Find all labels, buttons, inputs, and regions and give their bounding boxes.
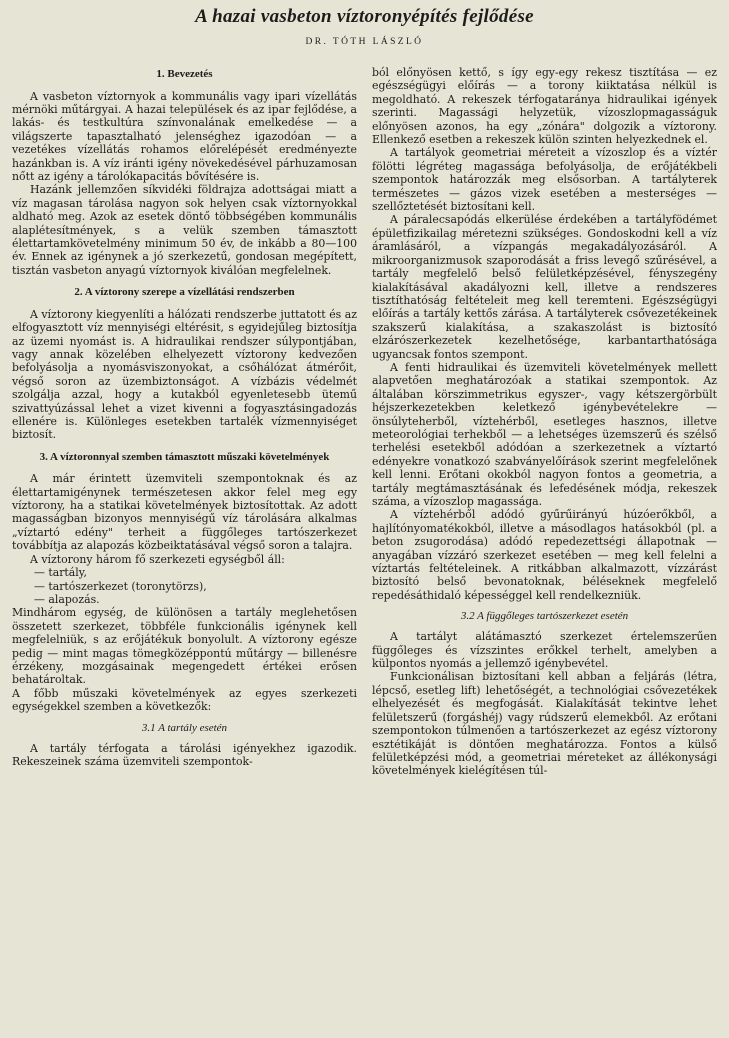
paragraph: A tartályok geometriai méreteit a vízoszlop és a víztér fölötti légréteg magassága befolyásolja, de erőjátékbeli szempontok határozzák meg elsősorban. A tartályterek természetes — gázos vizek esetében a mesterséges — szellőztetését biztosítani kell. <box>372 146 717 214</box>
paragraph: A páralecsapódás elkerülése érdekében a tartályfödémet épületfizikailag méretezni szükséges. Gondoskodni kell a víz áramlásáról, a vízpangás megakadályozásáról. A mikroorganizmusok szaporodását a friss levegő szűrésével, a tartály megfelelő belső felületképzésével, fényszegény kialakításával akadályozni kell, illetve a rendszeres tisztíthatóság feltételeit meg kell teremteni. Egészségügyi előírás a tartály kettős zárása. A tartályterek csővezetékeinek szakszerű kialakítása, a szakaszolást is biztosító elzárószerkezetek kezelhetősége, karbantarthatósága ugyancsak fontos szempont. <box>372 213 717 361</box>
section-heading-role: 2. A víztorony szerepe a vízellátási rendszerben <box>74 286 295 299</box>
section-heading-intro: 1. Bevezetés <box>156 68 213 80</box>
paragraph: A tartály térfogata a tárolási igényekhez igazodik. Rekeszeinek száma üzemviteli szempontok- <box>12 741 357 768</box>
paragraph: A víztehérből adódó gyűrűirányú húzóerőkből, a hajlítónyomatékokból, illetve a másodlagos hatásokból (pl. a beton zsugorodása) adódó repedezettségi állapotnak — anyagában vízzáró szerkezet esetében — meg kell felelni a víztartás feltételeinek. A ritkábban alkalmazott, vízzárást biztosító belső bevonatoknak, béléseknek megfelelő repedésáthidaló képességgel kell rendelkezniük. <box>372 508 717 602</box>
paragraph: Mindhárom egység, de különösen a tartály meglehetősen összetett szerkezet, többféle funkcionális igénynek kell megfelelniük, s az erőjátékuk bonyolult. A víztorony egésze pedig — mint magas tömegközéppontú műtárgy — billenésre érzékeny, mozgásainak megengedett értékei erősen behatároltak. <box>12 606 357 687</box>
article-title: A hazai vasbeton víztoronyépítés fejlődése <box>195 6 534 27</box>
paragraph: A víztorony három fő szerkezeti egységből áll: <box>30 552 285 566</box>
paragraph: Funkcionálisan biztosítani kell abban a feljárás (létra, lépcső, esetleg lift) lehetőségét, a technológiai csővezetékek elhelyezését és megfogását. Kialakítását tekintve lehet felületszerű (forgáshéj) vagy rúdszerű elemekből. Az erőtani szempontokon túlmenően a tartószerkezet az egész víztorony esztétikáját is döntően meghatározza. Fontos a külső felületképzési mód, a geometriai méreteket az állékonysági követelmények kielégítésen túl- <box>372 670 717 778</box>
list-item: — tartószerkezet (toronytörzs), <box>34 580 357 593</box>
author-line: DR. TÓTH LÁSZLÓ <box>305 37 424 47</box>
paragraph: Hazánk jellemzően síkvidéki földrajza adottságai miatt a víz magasan tárolása nagyon sok helyen csak víztornyokkal aldható meg. Azok az esetek döntő többségében kommunális alaplétesítmények, s a velük szemben támasztott élettartamkövetelmény minimum 50 év, de inkább a 80—100 év. Ennek az igénynek a jó szerkezetű, gondosan megépített, tisztán vasbeton anyagú víztornyok kiválóan megfelelnek. <box>12 183 357 277</box>
paragraph: A már érintett üzemviteli szempontoknak és az élettartamigénynek természetesen akkor felel meg egy víztorony, ha a statikai követelmények biztosítottak. Az adott magasságban bizonyos mennyiségű víz tárolására alkalmas „víztartó edény" terheit a függőleges tartószerkezet továbbítja az alapozás közbeiktatásával végső soron a talajra. <box>12 472 357 553</box>
list-item: — alapozás. <box>34 593 357 606</box>
subsection-heading-support: 3.2 A függőleges tartószerkezet esetén <box>460 610 629 623</box>
section-heading-requirements: 3. A víztoronnyal szemben támasztott műszaki követelmények <box>39 450 330 463</box>
paragraph: A főbb műszaki követelmények az egyes szerkezeti egységekkel szemben a következők: <box>12 686 357 714</box>
paragraph: A tartályt alátámasztó szerkezet értelemszerűen függőleges és vízszintes erőkkel terhelt, amelyben a külpontos nyomás a jellemző igénybevétel. <box>372 630 717 671</box>
paragraph: A víztorony kiegyenlíti a hálózati rendszerbe juttatott és az elfogyasztott víz mennyiségi eltérésit, s egyidejűleg biztosítja az üzemi nyomást is. A hidraulikai rendszer súlypontjában, vagy annak közelében elhelyezett víztorony kedvezően befolyásolja a nyomásviszonyokat, a csőhálózat átmérőit, végső soron az üzembiztonságot. A vízbázis védelmét szolgálja azzal, hogy a kutakból egyenletesebb ütemű szivattyúzással lehet a vizet kivenni a fogyasztásingadozás ellenére is. Különleges esetekben tartalék vízmennyiséget biztosít. <box>12 307 357 442</box>
left-column <box>12 62 357 768</box>
right-column <box>372 66 717 778</box>
structural-units-list <box>12 566 357 606</box>
paragraph: A vasbeton víztornyok a kommunális vagy ipari vízellátás mérnöki műtárgyai. A hazai települések és az ipar fejlődése, a lakás- és testkultúra színvonalának emelkedése — a világszerte tapasztalható jelenséghez igazodóan — a vezetékes vízellátás rohamos előrelépését eredményezte hazánkban is. A víz iránti igény növekedésével párhuzamosan nőtt az igény a tárolókapacitás bővítésére is. <box>12 89 357 183</box>
list-item: — tartály, <box>34 566 357 579</box>
subsection-heading-tank: 3.1 A tartály esetén <box>141 721 228 734</box>
paragraph: A fenti hidraulikai és üzemviteli követelmények mellett alapvetően meghatározóak a statikai szempontok. Az általában körszimmetrikus egyszer-, vagy kétszergörbült héjszerkezetekben keletkező igénybevételekre — önsúlyteherből, víztehérből, esetleges hasznos, illetve meteorológiai terhekből — a lehetséges üzemszerű és szélső terhelési esetekből adódóan a szerkezetnek a víztartó edényekre vonatkozó szabványelőírások szerint megfelelőnek kell lenni. Erőtani okokból nagyon fontos a geometria, a tartály megtámasztásának és lefedésének módja, rekeszek száma, a vízoszlop magassága. <box>372 360 717 508</box>
paragraph: ból előnyösen kettő, s így egy-egy rekesz tisztítása — ez egészségügyi előírás — a torony kiiktatása nélkül is megoldható. A rekeszek térfogataránya hidraulikai igények szerinti. Magassági helyzetük, vízoszlopmagasságuk előnyösen azonos, ha egy „zónára" dolgozik a víztorony. Ellenkező esetben a rekeszek külön szinten helyezkednek el. <box>372 66 717 147</box>
